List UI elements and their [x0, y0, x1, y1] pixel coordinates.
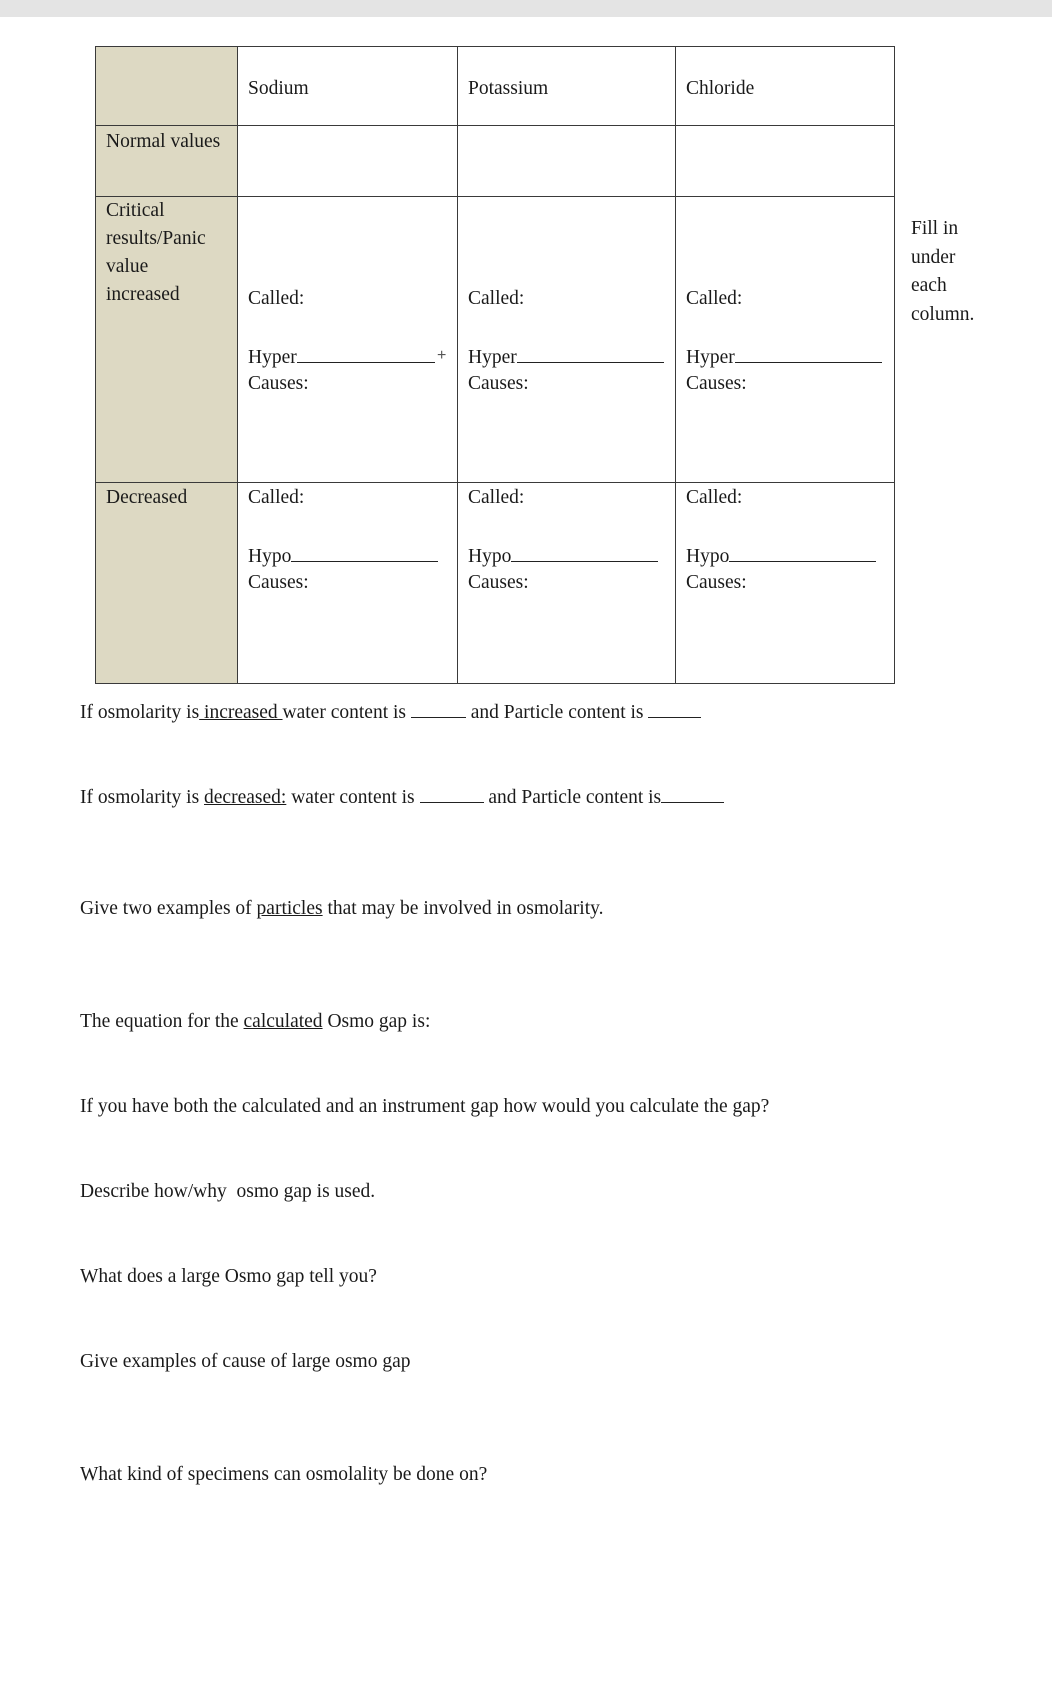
- plus-icon: +: [437, 347, 447, 364]
- question-osmo-gap-equation: The equation for the calculated Osmo gap is:: [80, 1011, 431, 1032]
- column-header-sodium: Sodium: [238, 47, 458, 126]
- question-calculate-gap: If you have both the calculated and an instrument gap how would you calculate the gap?: [80, 1096, 770, 1117]
- increased-sodium-cell[interactable]: Called: Hyper Causes:: [238, 197, 458, 483]
- normal-chloride-cell[interactable]: [676, 126, 895, 197]
- electrolyte-table: [95, 46, 895, 684]
- side-note: Fill in under each column.: [911, 218, 975, 325]
- normal-potassium-cell[interactable]: [458, 126, 676, 197]
- normal-sodium-cell[interactable]: [238, 126, 458, 197]
- increased-potassium-cell[interactable]: + Called: Hyper Causes:: [458, 197, 676, 483]
- question-specimens: What kind of specimens can osmolality be done on?: [80, 1464, 488, 1485]
- row-header-decreased: Decreased: [96, 483, 238, 684]
- question-causes-large-gap: Give examples of cause of large osmo gap: [80, 1351, 411, 1372]
- column-header-potassium: Potassium: [458, 47, 676, 126]
- row-header-critical: Critical results/Panic value increased: [96, 197, 238, 483]
- decreased-sodium-cell[interactable]: Called: Hypo Causes:: [238, 483, 458, 684]
- row-header-normal: Normal values: [96, 126, 238, 197]
- question-osmo-gap-use: Describe how/why osmo gap is used.: [80, 1181, 376, 1202]
- question-particles: Give two examples of particles that may be involved in osmolarity.: [80, 898, 604, 919]
- column-header-chloride: Chloride: [676, 47, 895, 126]
- increased-chloride-cell[interactable]: Called: Hyper Causes:: [676, 197, 895, 483]
- question-large-osmo-gap: What does a large Osmo gap tell you?: [80, 1266, 377, 1287]
- corner-cell: [96, 47, 238, 126]
- top-bar: [0, 0, 1052, 17]
- decreased-potassium-cell[interactable]: Called: Hypo Causes:: [458, 483, 676, 684]
- question-osmolarity-decreased: If osmolarity is decreased: water content is and Particle content is: [80, 782, 724, 812]
- question-osmolarity-increased: If osmolarity is increased water content is and Particle content is: [80, 697, 701, 727]
- decreased-chloride-cell[interactable]: Called: Hypo Causes:: [676, 483, 895, 684]
